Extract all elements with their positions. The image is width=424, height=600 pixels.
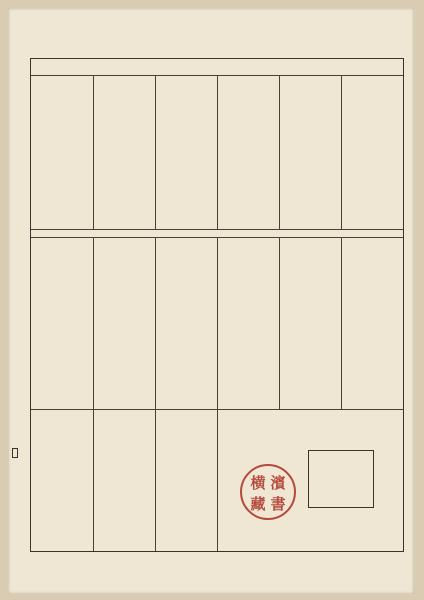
col-rule <box>217 237 218 409</box>
notice-text <box>313 455 369 503</box>
col-rule <box>279 237 280 409</box>
col-rule <box>93 409 94 551</box>
col-rule <box>217 409 218 551</box>
seal-char: 横 <box>250 474 266 492</box>
col-rule <box>341 75 342 229</box>
col-rule <box>217 75 218 229</box>
seal-char: 濱 <box>270 474 286 492</box>
col-rule <box>155 237 156 409</box>
seal-char: 書 <box>270 495 286 513</box>
notice-box <box>308 450 374 508</box>
col-rule <box>155 409 156 551</box>
section-rule-top <box>31 229 403 230</box>
col-rule <box>341 237 342 409</box>
price-label <box>12 448 18 458</box>
catalog-page <box>8 8 414 594</box>
seal-char: 藏 <box>250 495 266 513</box>
col-rule <box>93 237 94 409</box>
col-rule <box>93 75 94 229</box>
collector-seal <box>240 464 296 520</box>
col-rule <box>155 75 156 229</box>
col-rule <box>279 75 280 229</box>
